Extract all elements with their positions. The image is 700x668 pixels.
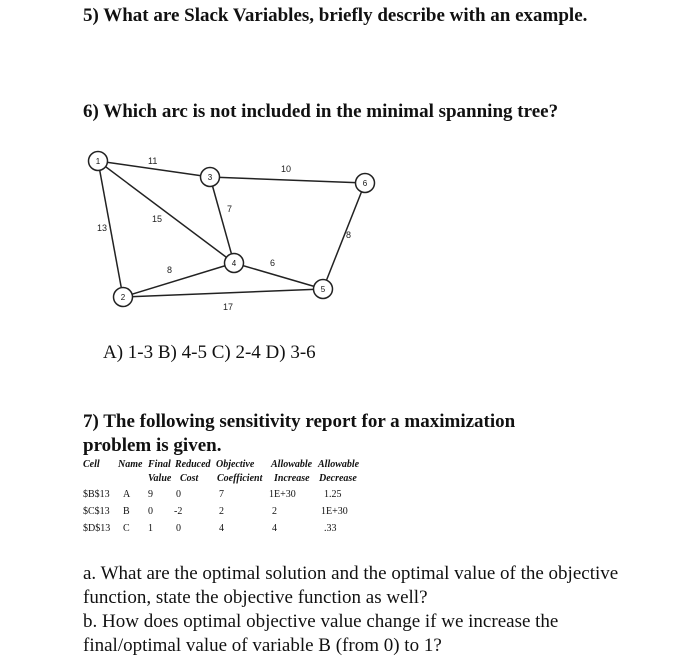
graph-edge-3-6: [210, 177, 365, 183]
report-final: 0: [148, 506, 153, 517]
report-header-coefficient: Coefficient: [217, 473, 263, 484]
edge-weight-label: 17: [223, 302, 234, 312]
edge-weight-label: 15: [152, 214, 163, 224]
graph-edge-2-4: [123, 263, 234, 297]
graph-node-label: 4: [231, 259, 237, 268]
report-reduced: -2: [174, 506, 183, 517]
report-increase: 4: [272, 523, 277, 534]
report-header-allowable-1: Allowable: [271, 459, 313, 470]
graph-edge-6-5: [323, 183, 365, 289]
report-name: C: [123, 523, 130, 534]
report-cell: $B$13: [83, 489, 110, 500]
spanning-tree-graph: [80, 140, 400, 330]
report-header-cell: Cell: [83, 459, 100, 470]
report-name: B: [123, 506, 130, 517]
report-header-cost: Cost: [180, 473, 199, 484]
edge-weight-label: 13: [97, 223, 108, 233]
report-header-final: Final: [148, 459, 171, 470]
edge-weight-label: 6: [270, 258, 276, 268]
edge-weight-label: 11: [148, 156, 158, 166]
question-7: 7) The following sensitivity report for a maximization problem is given.: [83, 411, 516, 456]
report-final: 1: [148, 523, 153, 534]
report-reduced: 0: [176, 489, 181, 500]
graph-node-label: 5: [320, 285, 326, 294]
graph-edge-2-5: [123, 289, 323, 297]
graph-edge-4-5: [234, 263, 323, 289]
report-name: A: [123, 489, 131, 500]
report-header-increase: Increase: [274, 473, 310, 484]
graph-node-label: 6: [362, 179, 368, 188]
report-decrease: .33: [324, 523, 337, 534]
report-header-name: Name: [118, 459, 143, 470]
report-objective: 2: [219, 506, 224, 517]
question-6: 6) Which arc is not included in the minimal spanning tree?: [83, 101, 559, 122]
question-5: 5) What are Slack Variables, briefly describe with an example.: [83, 5, 588, 26]
answer-choices: A) 1-3 B) 4-5 C) 2-4 D) 3-6: [103, 342, 316, 363]
report-header-objective: Objective: [216, 459, 255, 470]
report-objective: 4: [219, 523, 224, 534]
edge-weight-label: 8: [167, 265, 173, 275]
question-7a: a. What are the optimal solution and the optimal value of the objective function, state the objective function as well?: [83, 563, 619, 608]
edge-weight-label: 8: [346, 230, 352, 240]
report-cell: $C$13: [83, 506, 110, 517]
graph-node-label: 1: [95, 157, 101, 166]
report-increase: 2: [272, 506, 277, 517]
graph-edge-3-4: [210, 177, 234, 263]
report-objective: 7: [219, 489, 224, 500]
report-header-decrease: Decrease: [319, 473, 357, 484]
edge-weight-label: 7: [227, 204, 233, 214]
report-header-allowable-2: Allowable: [318, 459, 360, 470]
report-cell: $D$13: [83, 523, 111, 534]
graph-node-label: 2: [120, 293, 126, 302]
report-increase: 1E+30: [269, 489, 296, 500]
report-header-value: Value: [148, 473, 172, 484]
report-decrease: 1.25: [324, 489, 342, 500]
report-decrease: 1E+30: [321, 506, 348, 517]
report-final: 9: [148, 489, 153, 500]
report-reduced: 0: [176, 523, 181, 534]
graph-node-label: 3: [207, 173, 213, 182]
edge-weight-label: 10: [281, 164, 292, 174]
question-7b: b. How does optimal objective value change if we increase the final/optimal value of variable B (from 0) to 1?: [83, 611, 559, 656]
report-header-reduced: Reduced: [175, 459, 211, 470]
